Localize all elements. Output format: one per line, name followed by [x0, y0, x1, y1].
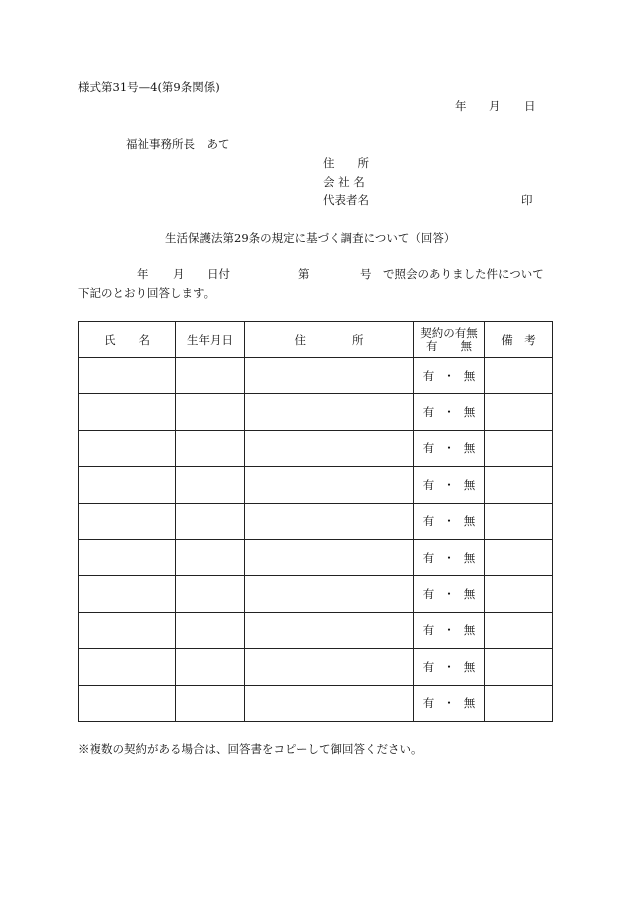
header-remarks: 備 考 — [485, 322, 553, 358]
table-row — [79, 612, 553, 648]
remarks-cell[interactable] — [485, 430, 553, 466]
address-cell[interactable] — [245, 685, 414, 721]
separator-dot: ・ — [443, 368, 455, 383]
company-name-label: 会 社 名 — [323, 175, 365, 189]
remarks-cell[interactable] — [485, 576, 553, 612]
date-day-label: 日 — [524, 99, 536, 113]
birthdate-cell[interactable] — [176, 358, 245, 394]
separator-dot: ・ — [443, 696, 455, 711]
remarks-cell[interactable] — [485, 358, 553, 394]
contract-yes-option[interactable]: 有 — [422, 659, 435, 674]
table-row — [79, 576, 553, 612]
name-cell[interactable] — [79, 576, 176, 612]
birthdate-cell[interactable] — [176, 430, 245, 466]
header-contract-top: 契約の有無 — [420, 325, 478, 340]
table-row — [79, 685, 553, 721]
footnote: ※複数の契約がある場合は、回答書をコピーして御回答ください。 — [78, 742, 423, 756]
contract-no-option[interactable]: 無 — [463, 659, 476, 674]
contract-yes-option[interactable]: 有 — [422, 405, 435, 420]
table-header-row — [79, 322, 553, 358]
name-cell[interactable] — [79, 649, 176, 685]
contract-yes-no-cell[interactable] — [414, 685, 485, 721]
contract-no-option[interactable]: 無 — [463, 550, 476, 565]
table-row — [79, 503, 553, 539]
separator-dot: ・ — [443, 477, 455, 492]
contract-no-option[interactable]: 無 — [463, 696, 476, 711]
contract-yes-no-cell[interactable] — [414, 394, 485, 430]
birthdate-cell[interactable] — [176, 539, 245, 575]
contract-yes-option[interactable]: 有 — [422, 441, 435, 456]
name-cell[interactable] — [79, 394, 176, 430]
table-row — [79, 430, 553, 466]
contract-yes-option[interactable]: 有 — [422, 696, 435, 711]
name-cell[interactable] — [79, 612, 176, 648]
name-cell[interactable] — [79, 358, 176, 394]
contract-yes-option[interactable]: 有 — [422, 477, 435, 492]
contract-no-option[interactable]: 無 — [463, 405, 476, 420]
contract-no-option[interactable]: 無 — [463, 441, 476, 456]
representative-label: 代表者名 — [323, 193, 369, 207]
contract-yes-option[interactable]: 有 — [422, 368, 435, 383]
address-label: 住 所 — [323, 156, 369, 170]
header-contract — [414, 322, 485, 358]
address-cell[interactable] — [245, 430, 414, 466]
address-cell[interactable] — [245, 612, 414, 648]
ref-dated-label: 日付 — [207, 267, 230, 281]
remarks-cell[interactable] — [485, 394, 553, 430]
table-row — [79, 358, 553, 394]
name-cell[interactable] — [79, 430, 176, 466]
name-cell[interactable] — [79, 467, 176, 503]
answer-table — [78, 321, 553, 722]
address-cell[interactable] — [245, 649, 414, 685]
contract-no-option[interactable]: 無 — [463, 477, 476, 492]
header-address: 住 所 — [245, 322, 414, 358]
contract-yes-no-cell[interactable] — [414, 430, 485, 466]
date-year-label: 年 — [455, 99, 467, 113]
contract-yes-option[interactable]: 有 — [422, 514, 435, 529]
remarks-cell[interactable] — [485, 685, 553, 721]
remarks-cell[interactable] — [485, 539, 553, 575]
contract-yes-no-cell[interactable] — [414, 358, 485, 394]
header-contract-bottom: 有 無 — [426, 338, 472, 353]
address-cell[interactable] — [245, 576, 414, 612]
contract-no-option[interactable]: 無 — [463, 623, 476, 638]
contract-no-option[interactable]: 無 — [463, 368, 476, 383]
address-cell[interactable] — [245, 358, 414, 394]
contract-yes-option[interactable]: 有 — [422, 550, 435, 565]
contract-no-option[interactable]: 無 — [463, 587, 476, 602]
separator-dot: ・ — [443, 550, 455, 565]
contract-yes-option[interactable]: 有 — [422, 587, 435, 602]
ref-dai-label: 第 — [298, 267, 310, 281]
ref-year-label: 年 — [137, 267, 149, 281]
name-cell[interactable] — [79, 503, 176, 539]
date-month-label: 月 — [489, 99, 501, 113]
birthdate-cell[interactable] — [176, 467, 245, 503]
address-cell[interactable] — [245, 503, 414, 539]
contract-yes-no-cell[interactable] — [414, 503, 485, 539]
address-cell[interactable] — [245, 467, 414, 503]
remarks-cell[interactable] — [485, 649, 553, 685]
separator-dot: ・ — [443, 405, 455, 420]
remarks-cell[interactable] — [485, 503, 553, 539]
separator-dot: ・ — [443, 623, 455, 638]
contract-yes-no-cell[interactable] — [414, 467, 485, 503]
body-text: 下記のとおり回答します。 — [78, 286, 216, 300]
table-row — [79, 467, 553, 503]
contract-yes-no-cell[interactable] — [414, 612, 485, 648]
name-cell[interactable] — [79, 685, 176, 721]
addressee: 福祉事務所長 あて — [126, 137, 230, 151]
header-birthdate: 生年月日 — [176, 322, 245, 358]
form-number: 様式第31号—4(第9条関係) — [78, 80, 220, 94]
separator-dot: ・ — [443, 587, 455, 602]
birthdate-cell[interactable] — [176, 503, 245, 539]
remarks-cell[interactable] — [485, 467, 553, 503]
birthdate-cell[interactable] — [176, 576, 245, 612]
seal-label: 印 — [521, 193, 533, 207]
ref-rest-text: で照会のありました件について — [383, 267, 544, 281]
birthdate-cell[interactable] — [176, 394, 245, 430]
header-name: 氏 名 — [79, 322, 176, 358]
ref-go-label: 号 — [360, 267, 372, 281]
document-title: 生活保護法第29条の規定に基づく調査について（回答） — [165, 231, 456, 245]
address-cell[interactable] — [245, 539, 414, 575]
separator-dot: ・ — [443, 514, 455, 529]
address-cell[interactable] — [245, 394, 414, 430]
table-row — [79, 539, 553, 575]
contract-yes-option[interactable]: 有 — [422, 623, 435, 638]
ref-month-label: 月 — [173, 267, 185, 281]
name-cell[interactable] — [79, 539, 176, 575]
birthdate-cell[interactable] — [176, 612, 245, 648]
separator-dot: ・ — [443, 659, 455, 674]
contract-no-option[interactable]: 無 — [463, 514, 476, 529]
table-row — [79, 649, 553, 685]
contract-yes-no-cell[interactable] — [414, 576, 485, 612]
contract-yes-no-cell[interactable] — [414, 649, 485, 685]
separator-dot: ・ — [443, 441, 455, 456]
table-row — [79, 394, 553, 430]
remarks-cell[interactable] — [485, 612, 553, 648]
contract-yes-no-cell[interactable] — [414, 539, 485, 575]
birthdate-cell[interactable] — [176, 685, 245, 721]
birthdate-cell[interactable] — [176, 649, 245, 685]
